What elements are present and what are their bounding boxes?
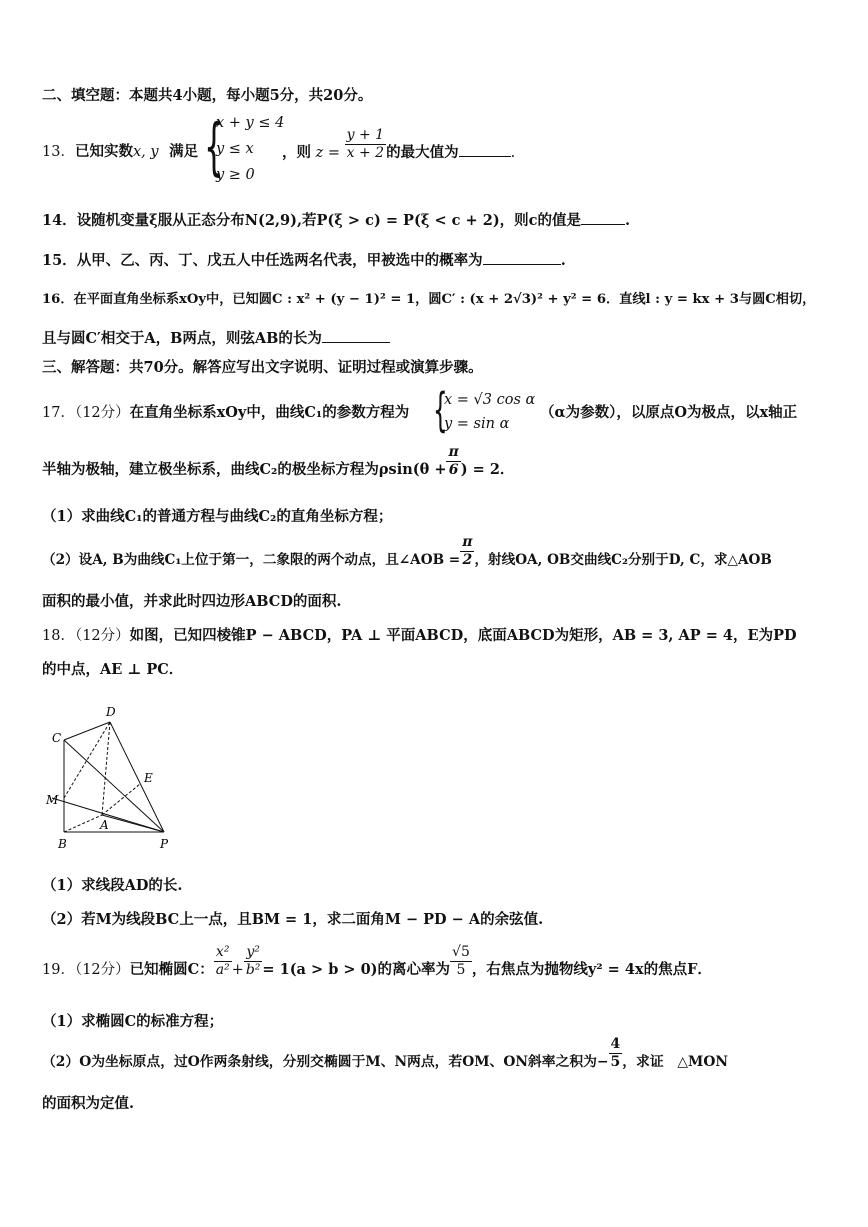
question-number: 13．	[42, 144, 75, 160]
question-17-line-2: 半轴为极轴，建立极坐标系，曲线C₂的极坐标方程为ρsin(θ + $\frac{\pi}{6}$ ) = 2．	[42, 443, 515, 478]
edge-DA-hidden	[102, 722, 110, 815]
question-16-line-1: 16．在平面直角坐标系xOy中，已知圆C : x² + (y − 1)² = 1，圆C′ : (x + 2√3)² + y² = 6．直线l : y = kx + 3与圆C相切，	[42, 292, 816, 307]
question-19-part-2: （2）O为坐标原点，过O作两条射线，分别交椭圆于M、N两点，若OM、ON斜率之积为− $\frac{4}{5}$ ，求证 △MON	[42, 1036, 728, 1070]
answer-blank	[322, 328, 390, 343]
question-17-part-2-line-2: 面积的最小值，并求此时四边形ABCD的面积.	[42, 593, 342, 610]
question-18-part-1: （1）求线段AD的长.	[42, 877, 183, 894]
question-13-tail: ，则 z = $\frac{y + 1}{x + 2}$ 的最大值为 .	[282, 126, 516, 161]
question-18-line-1: 18．（12分）如图，已知四棱锥P − ABCD，PA ⊥ 平面ABCD，底面ABCD为矩形，AB = 3, AP = 4，E为PD	[42, 627, 797, 644]
question-17-line-1: 17．（12分）在直角坐标系xOy中，曲线C₁的参数方程为	[42, 404, 410, 421]
question-18-part-2: （2）若M为线段BC上一点，且BM = 1，求二面角M − PD − A的余弦值.	[42, 911, 544, 928]
label-A: A	[100, 818, 109, 832]
edge-CD	[64, 722, 110, 740]
parametric-equations: x = √3 cos α y = sin α	[444, 392, 536, 432]
left-brace: {	[433, 383, 448, 437]
segment-AE-hidden	[102, 784, 140, 815]
answer-blank	[459, 142, 511, 157]
label-D: D	[106, 705, 116, 719]
question-19-line-1: 19．（12分）已知椭圆C： $\frac{\text{x²}}{\text{a²}}$ + $\frac{\text{y²}}{\text{b²}}$ = 1(a > b > 0)的离心率为 $\frac{√5}{5}$ ，右焦点为抛物线y² = 4x的焦点F．	[42, 943, 712, 978]
section-heading-solutions: 三、解答题：共70分。解答应写出文字说明、证明过程或演算步骤。	[42, 359, 483, 376]
label-P: P	[160, 837, 169, 851]
question-19-part-1: （1）求椭圆C的标准方程；	[42, 1013, 224, 1030]
label-E: E	[144, 771, 153, 785]
left-brace: {	[204, 110, 224, 183]
pyramid-diagram	[40, 700, 190, 855]
question-17-part-1: （1）求曲线C₁的普通方程与曲线C₂的直角坐标方程；	[42, 508, 393, 525]
question-18-line-2: 的中点，AE ⊥ PC．	[42, 661, 184, 678]
label-B: B	[58, 837, 67, 851]
section-heading-fill-in: 二、填空题：本题共4小题，每小题5分，共20分。	[42, 87, 373, 104]
label-M: M	[46, 793, 59, 807]
question-17-part-2: （2）设A, B为曲线C₁上位于第一，二象限的两个动点，且∠AOB = $\frac{\pi}{2}$ ，射线OA, OB交曲线C₂分别于D, C，求△AOB	[42, 534, 772, 568]
label-C: C	[52, 731, 62, 745]
edge-BA-hidden	[64, 815, 102, 832]
question-16-line-2: 且与圆C′相交于A，B两点，则弦AB的长为	[42, 328, 390, 349]
segment-MD-hidden	[64, 722, 110, 798]
answer-blank	[581, 210, 625, 225]
answer-blank	[483, 250, 561, 265]
question-15: 15．从甲、乙、丙、丁、戊五人中任选两名代表，甲被选中的概率为 .	[42, 252, 566, 269]
question-13: 13．已知实数x, y 满足	[42, 143, 199, 160]
question-17-line-1-tail: （α为参数），以原点O为极点，以x轴正	[540, 404, 798, 421]
fraction: $\frac{y + 1}{x + 2}$	[346, 126, 385, 161]
constraint-system: x + y ≤ 4 y ≤ x y ≥ 0	[216, 115, 285, 183]
edge-DP	[110, 722, 164, 832]
question-19-part-2-line-2: 的面积为定值.	[42, 1095, 135, 1112]
pyramid-figure	[40, 700, 190, 855]
question-14: 14．设随机变量ξ服从正态分布N(2,9),若P(ξ > c) = P(ξ < c + 2)，则c的值是 .	[42, 212, 631, 229]
